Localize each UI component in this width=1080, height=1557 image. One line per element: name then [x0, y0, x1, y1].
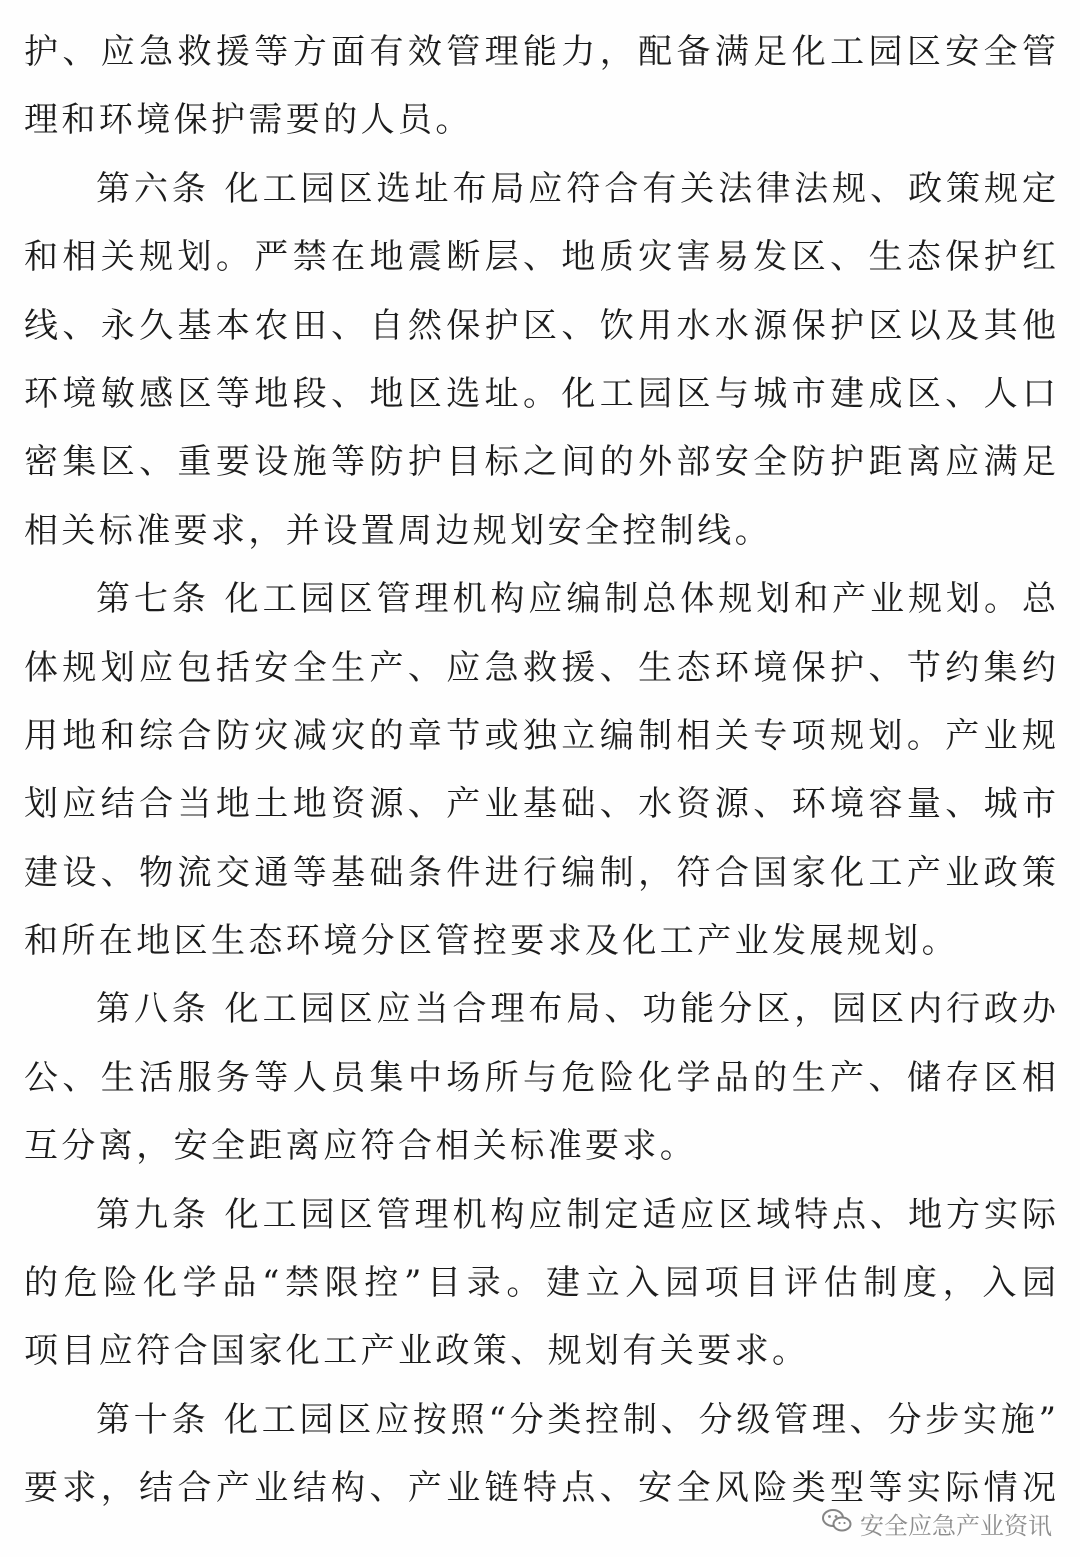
text-line: 密集区、重要设施等防护目标之间的外部安全防护距离应满足: [24, 442, 1056, 483]
text-line: 护、应急救援等方面有效管理能力，配备满足化工园区安全管: [24, 32, 1056, 72]
text-line: 划应结合当地土地资源、产业基础、水资源、环境容量、城市: [24, 784, 1056, 825]
watermark-text: 安全应急产业资讯: [860, 1512, 1052, 1540]
watermark: [822, 1506, 1052, 1541]
document-body: [24, 18, 1056, 1523]
text-line: 建设、物流交通等基础条件进行编制，符合国家化工产业政策: [24, 852, 1056, 893]
text-line: 相关标准要求，并设置周边规划安全控制线。: [24, 510, 772, 551]
text-line: 用地和综合防灾减灾的章节或独立编制相关专项规划。产业规: [24, 715, 1056, 756]
text-line: 线、永久基本农田、自然保护区、饮用水水源保护区以及其他: [24, 305, 1056, 346]
text-line: 和所在地区生态环境分区管控要求及化工产业发展规划。: [24, 921, 959, 962]
text-line: 互分离，安全距离应符合相关标准要求。: [24, 1126, 698, 1167]
text-line: 理和环境保护需要的人员。: [24, 100, 473, 141]
article-10-heading-line: 第十条 化工园区应按照“分类控制、分级管理、分步实施”: [96, 1399, 1056, 1440]
text-line: 项目应符合国家化工产业政策、规划有关要求。: [24, 1331, 810, 1372]
text-line: 公、生活服务等人员集中场所与危险化学品的生产、储存区相: [24, 1057, 1056, 1098]
article-8-heading-line: 第八条 化工园区应当合理布局、功能分区，园区内行政办: [96, 989, 1056, 1030]
article-9-heading-line: 第九条 化工园区管理机构应制定适应区域特点、地方实际: [96, 1194, 1056, 1235]
wechat-icon: [822, 1508, 852, 1540]
article-7-heading-line: 第七条 化工园区管理机构应编制总体规划和产业规划。总: [96, 579, 1056, 620]
text-line: 和相关规划。严禁在地震断层、地质灾害易发区、生态保护红: [24, 237, 1056, 278]
text-line: 的危险化学品“禁限控”目录。建立入园项目评估制度，入园: [24, 1263, 1056, 1304]
article-6-heading-line: 第六条 化工园区选址布局应符合有关法律法规、政策规定: [96, 168, 1056, 209]
text-line: 要求，结合产业结构、产业链特点、安全风险类型等实际情况: [24, 1468, 1056, 1509]
text-line: 环境敏感区等地段、地区选址。化工园区与城市建成区、人口: [24, 373, 1056, 414]
text-line: 体规划应包括安全生产、应急救援、生态环境保护、节约集约: [24, 647, 1056, 688]
